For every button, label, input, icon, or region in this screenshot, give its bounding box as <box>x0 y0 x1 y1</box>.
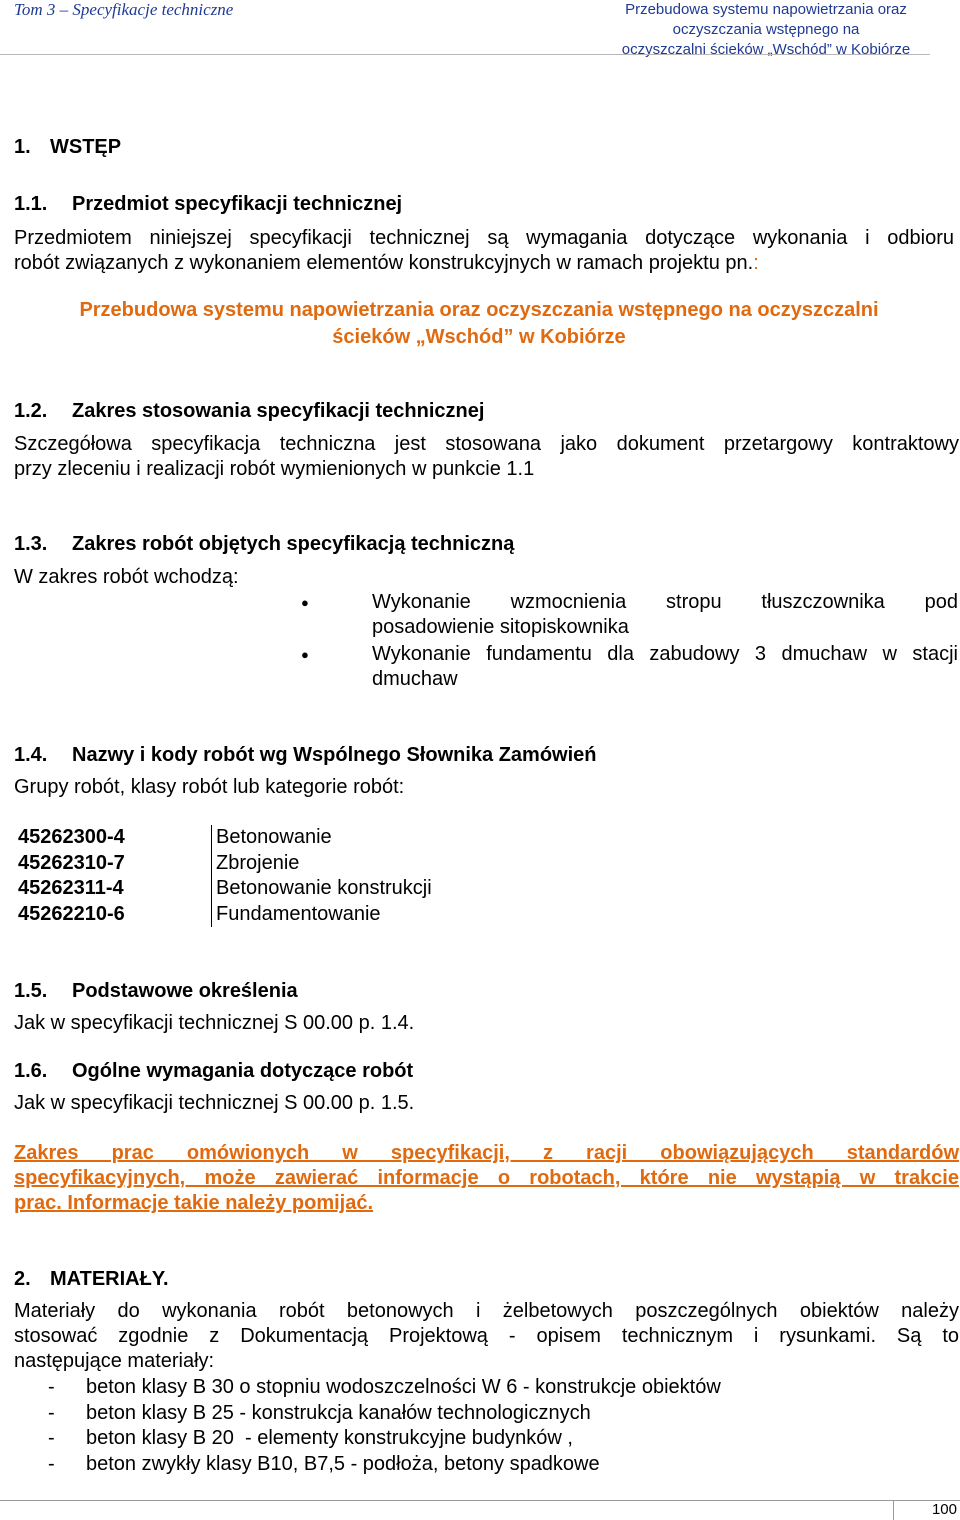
header-rule <box>0 54 930 55</box>
table-row <box>18 876 488 902</box>
cpv-code: 45262210-6 <box>18 902 125 925</box>
section-1-6-text: Jak w specyfikacji technicznej S 00.00 p. 1.5. <box>14 1092 415 1114</box>
materials-list <box>14 1375 959 1477</box>
header-project-line-1: Przebudowa systemu napowietrzania oraz oczyszczania wstępnego na <box>625 1 907 38</box>
section-1-2-line-2: przy zleceniu i realizacji robót wymienionych w punkcie 1.1 <box>14 458 535 480</box>
section-1-number: 1. <box>14 136 31 158</box>
section-1-4-number: 1.4. <box>14 744 48 766</box>
section-1-title: WSTĘP <box>50 136 122 158</box>
list-item <box>14 1401 959 1427</box>
codes-table <box>18 825 488 927</box>
section-1-4-title: Nazwy i kody robót wg Wspólnego Słownika Zamówień <box>72 744 597 766</box>
section-2-number: 2. <box>14 1268 31 1290</box>
section-2-line-3: następujące materiały: <box>14 1350 215 1372</box>
standards-note-line-1: Zakres prac omówionych w specyfikacji, z racji obowiązujących standardów <box>14 1142 959 1164</box>
section-2-heading <box>14 1268 169 1291</box>
page-number: 100 <box>931 1501 957 1518</box>
list-item <box>14 1375 959 1401</box>
bullet-1-line-1: Wykonanie wzmocnienia stropu tłuszczownika pod <box>372 591 958 613</box>
section-1-1-colon: : <box>753 252 759 274</box>
standards-note-line-3: prac. Informacje takie należy pomijać. <box>14 1192 374 1214</box>
section-1-2-heading <box>14 400 484 423</box>
standards-note-line-2: specyfikacyjnych, może zawierać informacje o robotach, które nie wystąpią w trakcie <box>14 1167 959 1189</box>
section-2-title: MATERIAŁY. <box>50 1268 169 1290</box>
footer-rule <box>0 1500 960 1501</box>
list-dash: - <box>48 1452 55 1475</box>
section-2-body <box>14 1299 959 1374</box>
section-1-3-heading <box>14 533 514 556</box>
header-doc-title: Tom 3 – Specyfikacje techniczne <box>14 0 234 19</box>
cpv-code: 45262311-4 <box>18 877 124 899</box>
cpv-name: Fundamentowanie <box>211 902 381 928</box>
bullet-2-line-1: Wykonanie fundamentu dla zabudowy 3 dmuchaw w stacji <box>372 643 958 665</box>
page-number-box <box>893 1500 960 1520</box>
table-row <box>18 825 488 851</box>
table-row <box>18 902 488 928</box>
section-1-6-heading <box>14 1060 413 1083</box>
project-name-line-1: Przebudowa systemu napowietrzania oraz oczyszczania wstępnego na oczyszczalni <box>79 299 879 321</box>
list-item-text: beton klasy B 20 - elementy konstrukcyjne budynków , <box>86 1427 573 1449</box>
bullet-2-line-2: dmuchaw <box>372 668 458 690</box>
section-1-4-heading <box>14 744 597 767</box>
section-1-2-title: Zakres stosowania specyfikacji technicznej <box>72 400 485 422</box>
list-dash: - <box>48 1427 55 1449</box>
section-1-1-number: 1.1. <box>14 193 48 215</box>
section-1-1-line-2: robót związanych z wykonaniem elementów konstrukcyjnych w ramach projektu pn. <box>14 252 754 274</box>
section-1-5-number: 1.5. <box>14 980 48 1002</box>
list-item-text: beton klasy B 30 o stopniu wodoszczelności W 6 - konstrukcje obiektów <box>86 1376 721 1398</box>
header-project-line-2: oczyszczalni ścieków „Wschód” w Kobiórze <box>621 41 911 58</box>
bullet-2-icon: ● <box>301 647 309 662</box>
section-1-2-body <box>14 432 959 482</box>
project-name <box>14 297 944 351</box>
cpv-name: Zbrojenie <box>211 851 299 877</box>
standards-note <box>14 1141 959 1216</box>
section-1-heading <box>14 136 121 159</box>
list-item-text: beton klasy B 25 - konstrukcja kanałów technologicznych <box>86 1401 591 1424</box>
section-1-1-line-1: Przedmiotem niniejszej specyfikacji technicznej są wymagania dotyczące wykonania i odbioru <box>14 227 954 249</box>
section-1-5-title: Podstawowe określenia <box>72 980 298 1002</box>
section-1-1-title: Przedmiot specyfikacji technicznej <box>72 193 403 215</box>
table-row <box>18 851 488 877</box>
bullet-2-text <box>372 642 958 692</box>
list-item-text: beton zwykły klasy B10, B7,5 - podłoża, betony spadkowe <box>86 1452 600 1475</box>
bullet-1-icon: ● <box>301 595 309 610</box>
project-name-line-2: ścieków „Wschód” w Kobiórze <box>332 326 626 348</box>
section-1-1-body <box>14 226 954 276</box>
bullet-1-text <box>372 590 958 640</box>
section-1-5-heading <box>14 980 298 1003</box>
section-1-2-number: 1.2. <box>14 400 48 422</box>
section-1-4-intro: Grupy robót, klasy robót lub kategorie robót: <box>14 776 405 798</box>
list-item <box>14 1426 959 1452</box>
section-1-1-heading <box>14 193 402 216</box>
section-1-3-title: Zakres robót objętych specyfikacją techniczną <box>72 533 515 555</box>
header-project-title <box>596 0 936 60</box>
cpv-code: 45262300-4 <box>18 826 125 848</box>
section-2-line-1: Materiały do wykonania robót betonowych i żelbetowych poszczególnych obiektów należy <box>14 1300 959 1322</box>
list-item <box>14 1452 959 1478</box>
bullet-1-line-2: posadowienie sitopiskownika <box>372 616 629 638</box>
section-1-6-title: Ogólne wymagania dotyczące robót <box>72 1060 414 1082</box>
section-1-5-text: Jak w specyfikacji technicznej S 00.00 p. 1.4. <box>14 1012 415 1034</box>
section-2-line-2: stosować zgodnie z Dokumentacją Projektową - opisem technicznym i rysunkami. Są to <box>14 1325 959 1347</box>
cpv-code: 45262310-7 <box>18 851 125 874</box>
list-dash: - <box>48 1401 55 1424</box>
section-1-3-intro: W zakres robót wchodzą: <box>14 566 239 588</box>
section-1-6-number: 1.6. <box>14 1060 48 1082</box>
list-dash: - <box>48 1376 55 1398</box>
section-1-3-number: 1.3. <box>14 533 48 555</box>
cpv-name: Betonowanie konstrukcji <box>211 876 432 902</box>
section-1-2-line-1: Szczegółowa specyfikacja techniczna jest stosowana jako dokument przetargowy kontraktowy <box>14 433 959 455</box>
cpv-name: Betonowanie <box>211 825 332 851</box>
